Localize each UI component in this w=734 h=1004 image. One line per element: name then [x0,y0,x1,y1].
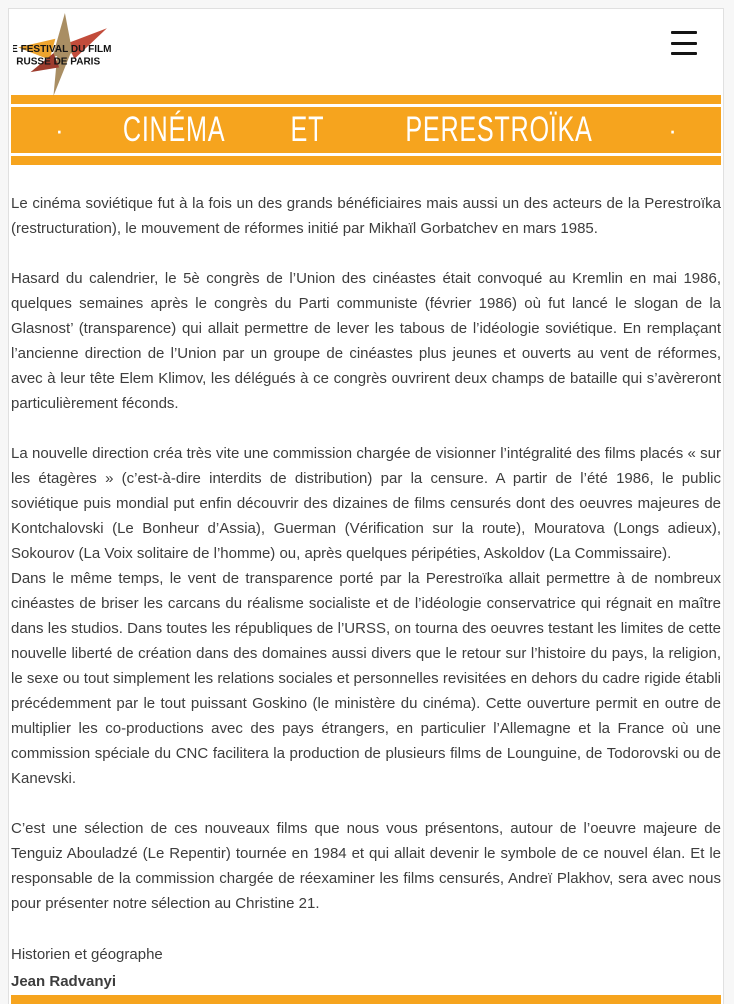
banner-right-dot: · [668,115,677,145]
paragraph-selection: C’est une sélection de ces nouveaux films que nous vous présentons, autour de l’oeuvre majeure de Tenguiz Abouladzé (Le Repentir) tournée en 1984 et qui allait devenir le symbole de ce nouvel élan. Et le responsable de la commission chargée de réexaminer les films censurés, Andreï Plakhov, sera avec nous pour présenter notre sélection au Christine 21. [11,820,721,912]
header [9,9,723,87]
hamburger-bar [671,42,697,45]
svg-text:RUSSE DE PARIS: RUSSE DE PARIS [16,56,101,68]
title-banner [11,95,721,165]
banner-left-dot: · [55,115,64,145]
svg-text:LE FESTIVAL DU FILM: LE FESTIVAL DU FILM [13,44,112,56]
title-word-et: ET [290,110,324,149]
banner-top-strip [11,95,721,104]
hamburger-bar [671,52,697,55]
signature-block [11,941,721,995]
paragraph-transparence: Dans le même temps, le vent de transparence porté par la Perestroïka allait permettre à de nombreux cinéastes de briser les carcans du réalisme socialiste et de l’idéologie conservatrice qui régnait en maître dans les studios. Dans toutes les républiques de l’URSS, on tourna des oeuvres testant les limites de cette nouvelle liberté de création dans des domaines aussi divers que le retour sur l’histoire du pays, la religion, le sexe ou tout simplement les relations sociales et personnelles revisitées en dehors du cadre rigide établi précédemment par le tout puissant Goskino (le ministère du cinéma). Cette ouverture permit en outre de multiplier les co-productions avec des pays étrangers, en particulier l’Allemagne et la France où une commission spéciale du CNC facilitera la production de plusieurs films de Lounguine, de Todorovski ou de Kanevski. [11,570,721,787]
footer-orange-bar [11,995,721,1004]
hamburger-bar [671,31,697,34]
author-role: Historien et géographe [11,946,163,963]
title-word-cinema: CINÉMA [122,110,225,149]
title-word-perestroika: PERESTROÏKA [405,110,593,149]
paragraph-intro: Le cinéma soviétique fut à la fois un des grands bénéficiaires mais aussi un des acteurs de la Perestroïka (restructuration), le mouvement de réformes initié par Mikhaïl Gorbatchev en mars 1985. [11,195,721,237]
star-logo-icon [13,13,113,97]
hamburger-menu-icon[interactable] [671,31,697,55]
festival-logo[interactable] [13,13,113,97]
page-card [8,8,724,1004]
page-title [11,107,721,153]
author-name: Jean Radvanyi [11,973,117,990]
paragraph-congres: Hasard du calendrier, le 5è congrès de l’Union des cinéastes était convoqué au Kremlin en mai 1986, quelques semaines après le congrès du Parti communiste (février 1986) où fut lancé le slogan de la Glasnost’ (transparence) qui allait permettre de lever les tabous de l’idéologie soviétique. En remplaçant l’ancienne direction de l’Union par un groupe de cinéastes plus jeunes et ouverts au vent de réformes, avec à leur tête Elem Klimov, les délégués à ce congrès ouvrirent deux champs de bataille qui s’avèreront particulièrement féconds. [11,270,721,412]
banner-bottom-strip [11,156,721,165]
article-body [11,191,721,995]
paragraph-commission: La nouvelle direction créa très vite une commission chargée de visionner l’intégralité des films placés « sur les étagères » (c’est-à-dire interdits de distribution) par la censure. A partir de l’été 1986, le public soviétique puis mondial put enfin découvrir des dizaines de films censurés dont des oeuvres majeures de Kontchalovski (Le Bonheur d’Assia), Guerman (Vérification sur la route), Mouratova (Longs adieux), Sokourov (La Voix solitaire de l’homme) ou, après quelques péripéties, Askoldov (La Commissaire). [11,445,721,562]
